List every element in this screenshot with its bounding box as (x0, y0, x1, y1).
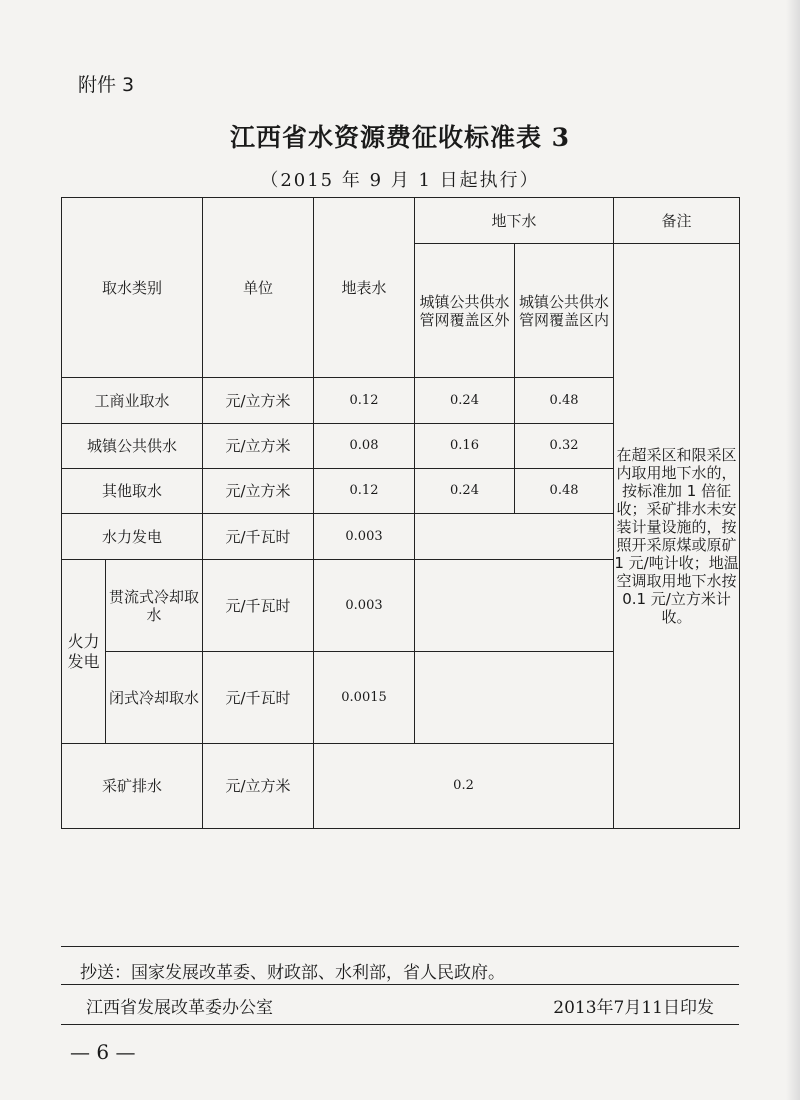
row-unit: 元/立方米 (203, 424, 314, 469)
row-gw-outside-value: 0.16 (415, 424, 515, 469)
header-unit: 单位 (203, 198, 314, 378)
row-unit: 元/立方米 (203, 469, 314, 514)
row-gw-outside-value: 0.24 (415, 378, 515, 424)
row-surface-value: 0.08 (314, 424, 415, 469)
remark-text: 在超采区和限采区内取用地下水的，按标准加 1 倍征收；采矿排水未安装计量设施的，按照开采原煤或原矿 1 元/吨计收；地温空调取用地下水按 0.1 元/立方米计收。 (614, 244, 740, 829)
row-surface-value: 0.0015 (314, 652, 415, 744)
row-category: 其他取水 (62, 469, 203, 514)
footer-divider-top (61, 946, 739, 947)
row-gw-inside-value: 0.48 (515, 378, 614, 424)
issuing-office: 江西省发展改革委办公室 (86, 998, 273, 1018)
page-number: — 6 — (70, 1040, 136, 1064)
row-gw-outside-value: 0.24 (415, 469, 515, 514)
row-unit: 元/立方米 (203, 744, 314, 829)
header-gw-inside-network: 城镇公共供水管网覆盖区内 (515, 244, 614, 378)
row-unit: 元/千瓦时 (203, 560, 314, 652)
row-category: 工商业取水 (62, 378, 203, 424)
header-groundwater: 地下水 (415, 198, 614, 244)
header-gw-outside-network: 城镇公共供水管网覆盖区外 (415, 244, 515, 378)
row-gw-inside-value: 0.48 (515, 469, 614, 514)
print-date: 2013年7月11日印发 (553, 998, 714, 1018)
header-category: 取水类别 (62, 198, 203, 378)
row-category: 闭式冷却取水 (106, 652, 203, 744)
footer-divider-bottom (61, 1024, 739, 1025)
header-remark: 备注 (614, 198, 740, 244)
row-merged-value: 0.2 (314, 744, 614, 829)
attachment-label: 附件 3 (78, 74, 135, 96)
row-surface-value: 0.003 (314, 514, 415, 560)
row-unit: 元/千瓦时 (203, 514, 314, 560)
row-surface-value: 0.12 (314, 469, 415, 514)
row-category: 采矿排水 (62, 744, 203, 829)
row-unit: 元/千瓦时 (203, 652, 314, 744)
header-surface-water: 地表水 (314, 198, 415, 378)
footer-divider-middle (61, 984, 739, 985)
row-category: 贯流式冷却取水 (106, 560, 203, 652)
row-gw-inside-value: 0.32 (515, 424, 614, 469)
cc-recipients: 抄送：国家发展改革委、财政部、水利部，省人民政府。 (80, 963, 505, 983)
row-groundwater-empty (415, 652, 614, 744)
row-surface-value: 0.12 (314, 378, 415, 424)
fee-standard-table (61, 197, 740, 829)
row-category: 水力发电 (62, 514, 203, 560)
row-surface-value: 0.003 (314, 560, 415, 652)
thermal-power-group-label: 火力发电 (62, 560, 106, 744)
page-edge-shadow (786, 0, 800, 1100)
row-groundwater-empty (415, 560, 614, 652)
row-unit: 元/立方米 (203, 378, 314, 424)
row-category: 城镇公共供水 (62, 424, 203, 469)
row-groundwater-empty (415, 514, 614, 560)
document-title: 江西省水资源费征收标准表 3 (229, 123, 571, 152)
effective-date-subtitle: （2015 年 9 月 1 日起执行） (260, 170, 540, 191)
